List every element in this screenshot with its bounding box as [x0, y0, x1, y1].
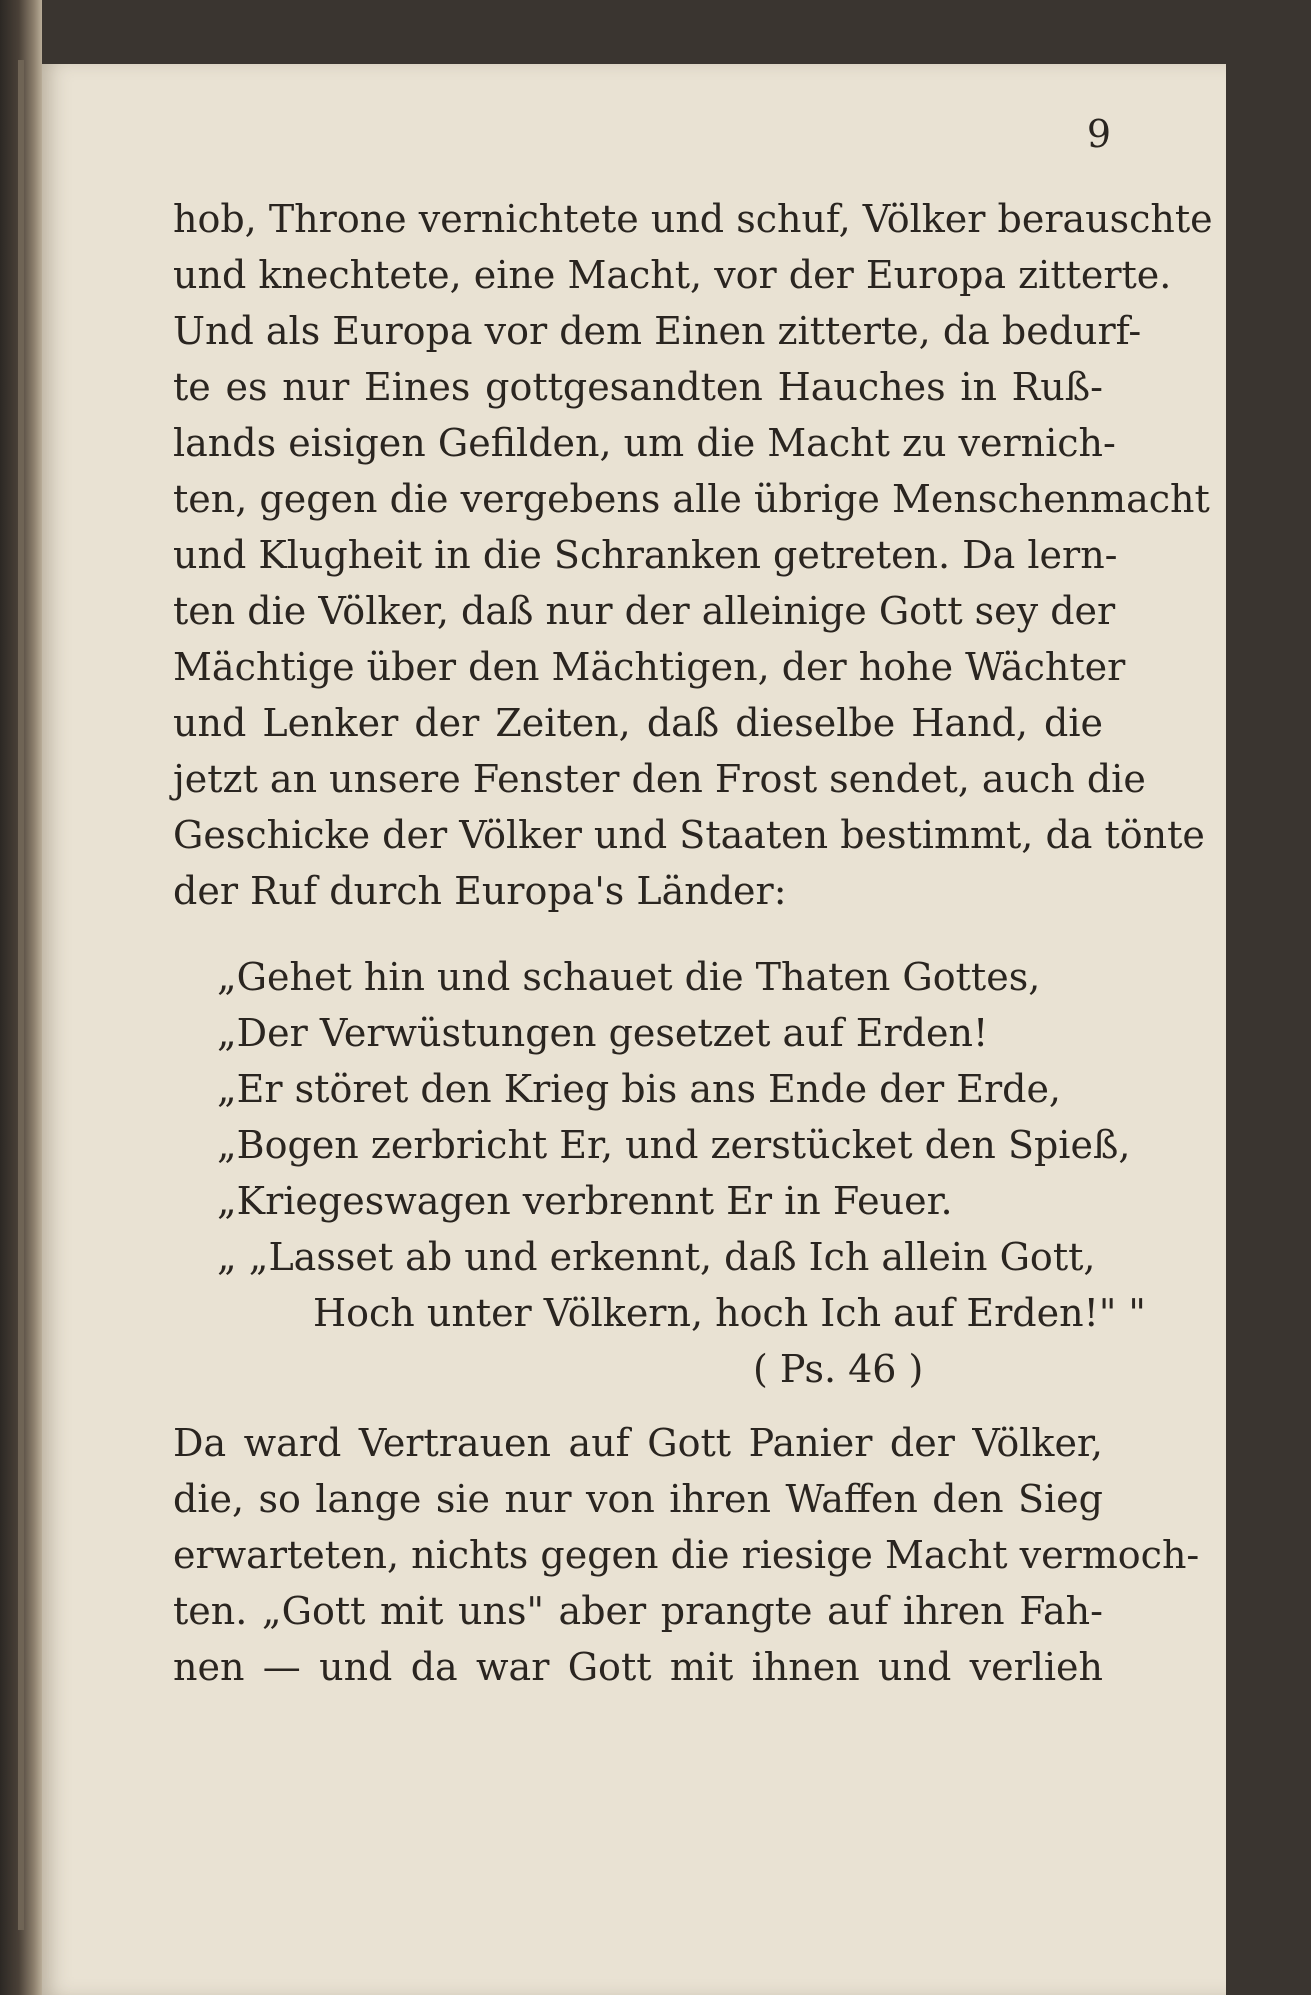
- text-line: ten die Völker, daß nur der alleinige Gott sey der: [173, 589, 1116, 633]
- paragraph-1: [173, 191, 1213, 919]
- verse-line: „Kriegeswagen verbrennt Er in Feuer.: [217, 1179, 953, 1223]
- paragraph-2: [173, 1415, 1200, 1695]
- text-line: und Lenker der Zeiten, daß dieselbe Hand, die: [173, 701, 1103, 745]
- text-line: jetzt an unsere Fenster den Frost sendet, auch die: [173, 757, 1146, 801]
- background-right: [1226, 64, 1311, 1995]
- verse-line: „Bogen zerbricht Er, und zerstücket den Spieß,: [217, 1123, 1131, 1167]
- psalm-quotation: [173, 949, 1146, 1397]
- verse-line: „Der Verwüstungen gesetzet auf Erden!: [217, 1011, 989, 1055]
- book-page: [42, 64, 1226, 1995]
- text-line: ten, gegen die vergebens alle übrige Menschenmacht: [173, 477, 1210, 521]
- text-line: te es nur Eines gottgesandten Hauches in Ruß-: [173, 365, 1103, 409]
- verse-line-indented: Hoch unter Völkern, hoch Ich auf Erden!" ": [313, 1291, 1146, 1335]
- text-line: Geschicke der Völker und Staaten bestimmt, da tönte: [173, 813, 1205, 857]
- text-line: nen — und da war Gott mit ihnen und verlieh: [173, 1645, 1103, 1689]
- text-line: Mächtige über den Mächtigen, der hohe Wächter: [173, 645, 1126, 689]
- verse-line: „Gehet hin und schauet die Thaten Gottes,: [217, 955, 1041, 999]
- text-line: erwarteten, nichts gegen die riesige Macht vermoch-: [173, 1533, 1200, 1577]
- page-body: [173, 191, 1213, 1695]
- text-line: die, so lange sie nur von ihren Waffen den Sieg: [173, 1477, 1103, 1521]
- text-line: und knechtete, eine Macht, vor der Europa zitterte.: [173, 253, 1172, 297]
- text-line: lands eisigen Gefilden, um die Macht zu vernich-: [173, 421, 1116, 465]
- text-line: der Ruf durch Europa's Länder:: [173, 869, 787, 913]
- verse-line: „ „Lasset ab und erkennt, daß Ich allein Gott,: [217, 1235, 1096, 1279]
- verse-reference: ( Ps. 46 ): [753, 1347, 924, 1391]
- spine-edge: [18, 60, 24, 1930]
- text-line: Und als Europa vor dem Einen zitterte, da bedurf-: [173, 309, 1142, 353]
- text-line: Da ward Vertrauen auf Gott Panier der Völker,: [173, 1421, 1103, 1465]
- text-line: hob, Throne vernichtete und schuf, Völker berauschte: [173, 197, 1213, 241]
- page-number: 9: [1086, 112, 1111, 156]
- text-line: ten. „Gott mit uns" aber prangte auf ihren Fah-: [173, 1589, 1103, 1633]
- text-line: und Klugheit in die Schranken getreten. Da lern-: [173, 533, 1118, 577]
- verse-line: „Er störet den Krieg bis ans Ende der Erde,: [217, 1067, 1062, 1111]
